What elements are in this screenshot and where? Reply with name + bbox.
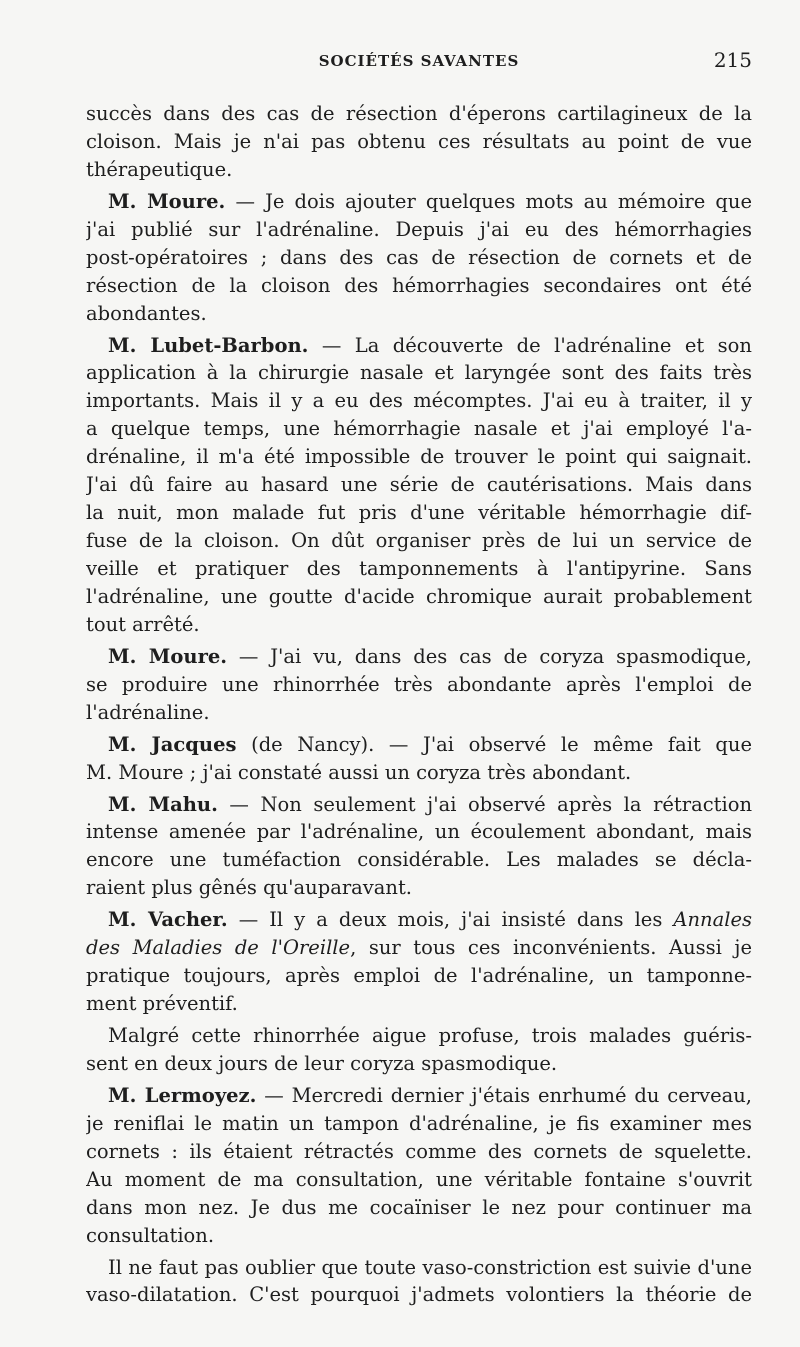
text-line: intense amenée par l'adrénaline, un écoulement abondant, mais (86, 820, 752, 844)
speaker-name: M. Vacher. (108, 908, 228, 932)
text-line (86, 188, 752, 216)
text-line (86, 791, 752, 819)
text-line: raient plus gênés qu'auparavant. (86, 876, 413, 900)
text-line: encore une tuméfaction considérable. Les malades se décla- (86, 848, 752, 872)
speaker-name: M. Lermoyez. (108, 1083, 257, 1107)
paragraph (86, 1082, 752, 1250)
text-span: — Mercredi dernier j'étais enrhumé du cerveau, (256, 1083, 752, 1107)
text-line: J'ai dû faire au hasard une série de cautérisations. Mais dans (86, 473, 752, 497)
text-line (86, 934, 752, 962)
text-span: — La découverte de l'adrénaline et son (308, 333, 752, 357)
text-line: fuse de la cloison. On dût organiser près de lui un service de (86, 529, 752, 553)
document-body (86, 100, 752, 1309)
journal-title: des Maladies de l'Oreille (86, 936, 351, 960)
text-line: se produire une rhinorrhée très abondante après l'emploi de (86, 672, 752, 696)
text-line: dans mon nez. Je dus me cocaïniser le nez pour continuer ma (86, 1195, 752, 1219)
journal-title: Annales (673, 908, 752, 932)
text-line: consultation. (86, 1223, 215, 1247)
paragraph (86, 100, 752, 184)
text-line: l'adrénaline, une goutte d'acide chromique aurait probablement (86, 584, 752, 608)
text-line: l'adrénaline. (86, 700, 210, 724)
text-line: abondantes. (86, 301, 207, 325)
paragraph (86, 643, 752, 727)
text-line: résection de la cloison des hémorrhagies secondaires ont été (86, 273, 752, 297)
text-line: la nuit, mon malade fut pris d'une véritable hémorrhagie dif- (86, 501, 752, 525)
paragraph (86, 1254, 752, 1310)
speaker-name: M. Jacques (108, 732, 237, 756)
text-line (86, 731, 752, 759)
text-line: drénaline, il m'a été impossible de trouver le point qui saignait. (86, 445, 752, 469)
page-number: 215 (713, 48, 752, 72)
text-line (86, 906, 752, 934)
page-header (86, 48, 752, 78)
speaker-name: M. Moure. (108, 644, 228, 668)
text-span: , sur tous ces inconvénients. Aussi je (350, 936, 752, 960)
speaker-name: M. Mahu. (108, 792, 218, 816)
text-span: — J'ai vu, dans des cas de coryza spasmodique, (227, 644, 752, 668)
text-line: importants. Mais il y a eu des mécomptes. J'ai eu à traiter, il y (86, 389, 752, 413)
paragraph (86, 188, 752, 328)
text-line: post-opératoires ; dans des cas de résection de cornets et de (86, 245, 752, 269)
text-line: Au moment de ma consultation, une véritable fontaine s'ouvrit (86, 1167, 752, 1191)
paragraph (86, 731, 752, 787)
text-line: application à la chirurgie nasale et laryngée sont des faits très (86, 361, 752, 385)
text-line: cloison. Mais je n'ai pas obtenu ces résultats au point de vue (86, 129, 752, 153)
text-line: M. Moure ; j'ai constaté aussi un coryza très abondant. (86, 760, 632, 784)
text-line: a quelque temps, une hémorrhagie nasale et j'ai employé l'a- (86, 417, 752, 441)
text-line: je reniflai le matin un tampon d'adrénaline, je fis examiner mes (86, 1111, 752, 1135)
text-line (86, 332, 752, 360)
text-span: (de Nancy). — J'ai observé le même fait que (236, 732, 752, 756)
text-line: tout arrêté. (86, 612, 200, 636)
running-title: SOCIÉTÉS SAVANTES (318, 52, 520, 70)
text-span: — Non seulement j'ai observé après la rétraction (217, 792, 752, 816)
text-line (86, 1082, 752, 1110)
text-line: thérapeutique. (86, 157, 233, 181)
text-line: vaso-dilatation. C'est pourquoi j'admets volontiers la théorie de (86, 1283, 752, 1307)
text-line (86, 643, 752, 671)
paragraph (86, 791, 752, 903)
text-line: ment préventif. (86, 992, 238, 1016)
paragraph (86, 332, 752, 639)
text-line: sent en deux jours de leur coryza spasmodique. (86, 1051, 558, 1075)
text-line: succès dans des cas de résection d'éperons cartilagineux de la (86, 102, 752, 125)
speaker-name: M. Lubet-Barbon. (108, 333, 309, 357)
text-line: cornets : ils étaient rétractés comme des cornets de squelette. (86, 1139, 752, 1163)
text-line: Malgré cette rhinorrhée aigue profuse, trois malades guéris- (108, 1024, 752, 1047)
text-line: j'ai publié sur l'adrénaline. Depuis j'ai eu des hémorrhagies (86, 217, 752, 241)
paragraph (86, 906, 752, 1018)
text-span: — Il y a deux mois, j'ai insisté dans les (227, 908, 674, 932)
text-line: pratique toujours, après emploi de l'adrénaline, un tamponne- (86, 964, 752, 988)
text-span: — Je dois ajouter quelques mots au mémoire que (225, 189, 752, 213)
text-line: veille et pratiquer des tamponnements à l'antipyrine. Sans (86, 557, 752, 580)
speaker-name: M. Moure. (108, 189, 226, 213)
text-line: Il ne faut pas oublier que toute vaso-constriction est suivie d'une (108, 1255, 752, 1279)
paragraph (86, 1022, 752, 1078)
